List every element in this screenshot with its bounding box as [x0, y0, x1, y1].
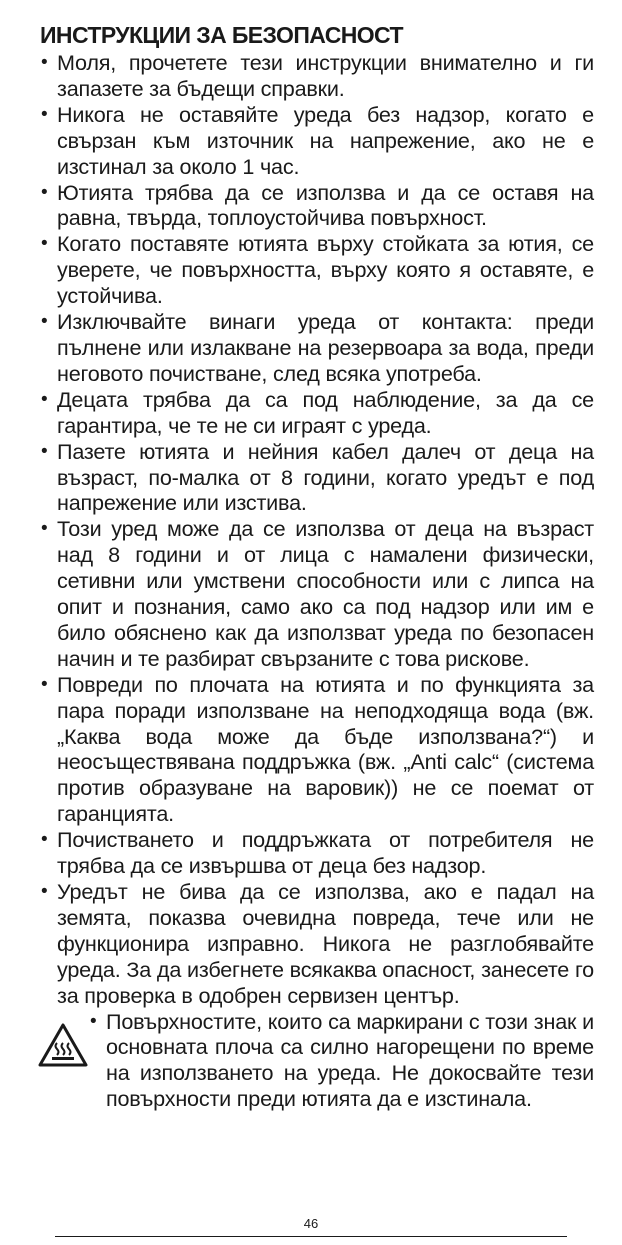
list-item	[38, 231, 594, 309]
footer-divider	[55, 1236, 567, 1237]
bullet: •	[41, 440, 48, 462]
list-item-text: Повреди по плочата на ютията и по функцията за пара поради използване на неподходяща вода (вж. „Каква вода може да бъде използвана?“) и неосъществявана поддръжка (вж. „Anti calc“ (система против образуване на варовик)) не се поемат от гаранцията.	[57, 671, 594, 827]
bullet: •	[41, 181, 48, 203]
bullet: •	[90, 1010, 97, 1032]
warning-item	[87, 1009, 594, 1113]
list-item-text: Уредът не бива да се използва, ако е падал на земята, показва очевидна повреда, тече или не функционира изправно. Никога не разглобявайте уреда. За да избегнете всякаква опасност, занесете го за проверка в одобрен сервизен център.	[57, 879, 594, 1008]
list-item	[38, 439, 594, 517]
warning-list	[87, 1009, 594, 1113]
list-item	[38, 516, 594, 671]
list-item	[38, 50, 594, 102]
list-item	[38, 879, 594, 1009]
list-item-text: Почистването и поддръжката от потребителя не трябва да се извършва от деца без надзор.	[57, 827, 594, 879]
warning-text: Повърхностите, които са маркирани с този знак и основната плоча са силно нагорещени по време на използването на уреда. Не докосвайте тези повърхности преди ютията да е изстинала.	[106, 1008, 594, 1112]
bullet: •	[41, 233, 48, 255]
list-item-text: Пазете ютията и нейния кабел далеч от деца на възраст, по-малка от 8 години, когато уредът е под напрежение или изстива.	[57, 438, 594, 516]
list-item-text: Моля, прочетете тези инструкции внимателно и ги запазете за бъдещи справки.	[57, 50, 594, 101]
list-item-text: Никога не оставяйте уреда без надзор, когато е свързан към източник на напрежение, ако не е изстинал за около 1 час.	[57, 101, 594, 179]
bullet: •	[41, 829, 48, 851]
bullet: •	[41, 311, 48, 333]
list-item	[38, 827, 594, 879]
list-item-text: Този уред може да се използва от деца на възраст над 8 години и от лица с намалени физически, сетивни или умствени способности или с липса на опит и познания, само ако са под надзор или им е било обяснено как да използват уреда по безопасен начин и те разбират свързаните с това рискове.	[57, 516, 594, 671]
bullet: •	[41, 103, 48, 125]
hot-surface-warning-icon	[38, 1023, 88, 1067]
instructions-list	[38, 50, 594, 1009]
list-item	[38, 180, 594, 232]
bullet: •	[41, 518, 48, 540]
safety-instructions-page	[38, 20, 594, 1139]
list-item	[38, 387, 594, 439]
page-number: 46	[303, 1216, 319, 1231]
list-item-text: Изключвайте винаги уреда от контакта: преди пълнене или излакване на резервоара за вода, преди неговото почистване, след всяка употреба.	[57, 309, 594, 386]
page-title: ИНСТРУКЦИИ ЗА БЕЗОПАСНОСТ	[40, 22, 403, 48]
hot-surface-warning	[38, 1009, 594, 1139]
bullet: •	[41, 881, 48, 902]
list-item	[38, 672, 594, 827]
list-item-text: Децата трябва да са под наблюдение, за да се гарантира, че те не си играят с уреда.	[57, 386, 594, 438]
bullet: •	[41, 673, 48, 695]
bullet: •	[41, 52, 48, 73]
list-item-text: Ютията трябва да се използва и да се оставя на равна, твърда, топлоустойчива повърхност.	[57, 179, 594, 231]
bullet: •	[41, 388, 48, 410]
list-item	[38, 102, 594, 180]
list-item-text: Когато поставяте ютията върху стойката за ютия, се уверете, че повърхността, върху която я оставяте, е устойчива.	[57, 231, 594, 309]
list-item	[38, 309, 594, 387]
